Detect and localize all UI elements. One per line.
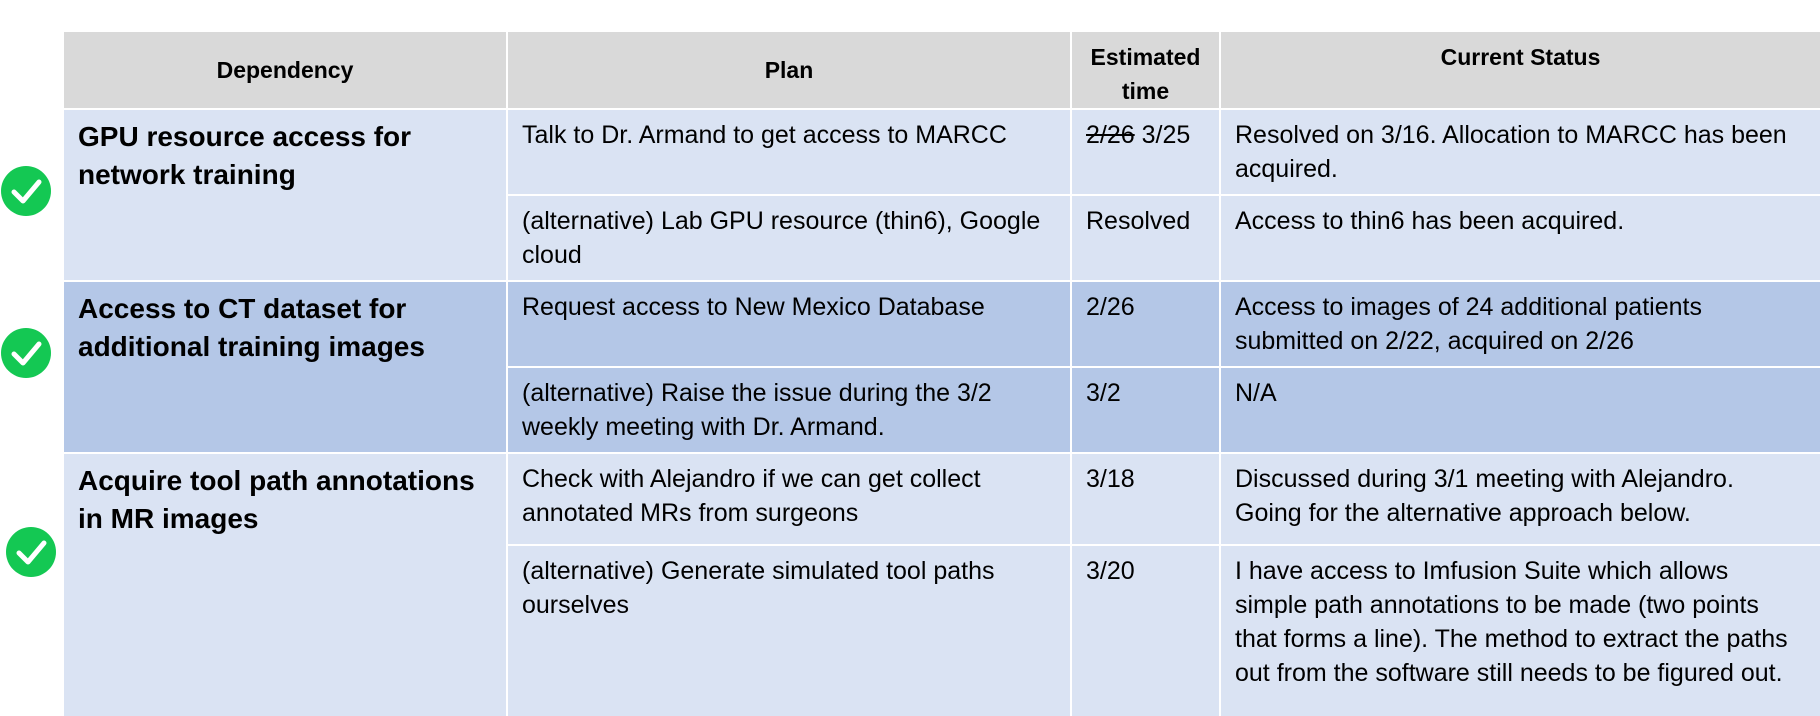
plan-cell: (alternative) Generate simulated tool paths ourselves [507, 545, 1071, 716]
status-cell: Access to thin6 has been acquired. [1220, 195, 1820, 281]
dependency-cell [63, 453, 507, 716]
status-cell: I have access to Imfusion Suite which allows simple path annotations to be made (two points that forms a line). The method to extract the paths out from the software still needs to be figured out. [1220, 545, 1820, 716]
table-row [63, 453, 1820, 545]
time-cell [1071, 109, 1220, 195]
header-current-status: Current Status [1220, 31, 1820, 109]
check-circle-icon [1, 166, 51, 216]
status-cell: Discussed during 3/1 meeting with Alejandro. Going for the alternative approach below. [1220, 453, 1820, 545]
time-old: 2/26 [1086, 121, 1135, 149]
status-cell: Access to images of 24 additional patients submitted on 2/22, acquired on 2/26 [1220, 281, 1820, 367]
time-cell: 2/26 [1071, 281, 1220, 367]
status-cell: Resolved on 3/16. Allocation to MARCC has been acquired. [1220, 109, 1820, 195]
header-estimated-time: Estimated time [1071, 31, 1220, 109]
table-row [63, 281, 1820, 367]
header-row [63, 31, 1820, 109]
dependency-table [62, 30, 1820, 716]
dependency-cell [63, 109, 507, 281]
dependency-name: Access to CT dataset for additional training images [78, 293, 425, 362]
status-cell: N/A [1220, 367, 1820, 453]
check-circle-icon [1, 328, 51, 378]
dependency-name: Acquire tool path annotations in MR images [78, 465, 475, 534]
plan-cell: Talk to Dr. Armand to get access to MARCC [507, 109, 1071, 195]
plan-cell: Request access to New Mexico Database [507, 281, 1071, 367]
plan-cell: (alternative) Lab GPU resource (thin6), Google cloud [507, 195, 1071, 281]
dependency-name: GPU resource access for network training [78, 121, 412, 190]
time-new: 3/25 [1141, 121, 1191, 149]
time-cell: Resolved [1071, 195, 1220, 281]
header-dependency: Dependency [63, 31, 507, 109]
check-circle-icon [6, 527, 56, 577]
plan-cell: Check with Alejandro if we can get collect annotated MRs from surgeons [507, 453, 1071, 545]
header-plan: Plan [507, 31, 1071, 109]
time-cell: 3/20 [1071, 545, 1220, 716]
dependency-cell [63, 281, 507, 453]
time-cell: 3/2 [1071, 367, 1220, 453]
time-cell: 3/18 [1071, 453, 1220, 545]
table-row [63, 109, 1820, 195]
plan-cell: (alternative) Raise the issue during the 3/2 weekly meeting with Dr. Armand. [507, 367, 1071, 453]
